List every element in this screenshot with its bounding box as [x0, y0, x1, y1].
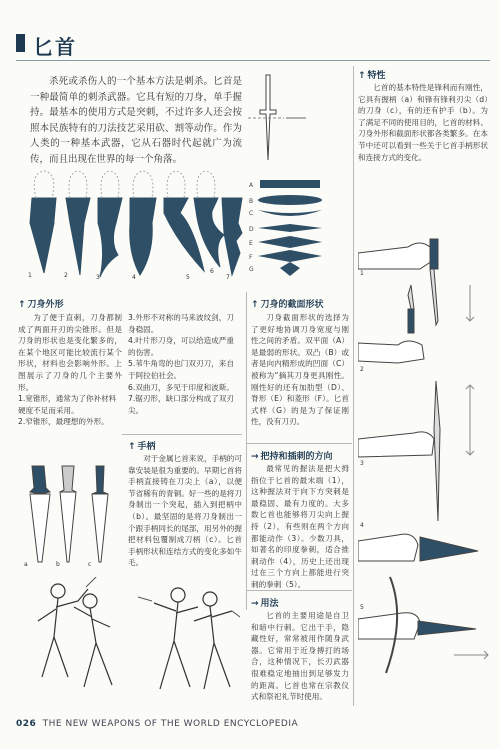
shape-list-item: 6.双曲刀，多见于印度和波斯。	[128, 382, 234, 392]
grip-num-5: 5	[360, 604, 364, 611]
column-divider	[353, 66, 354, 706]
section-letter-B: B	[249, 198, 254, 205]
handle-figure	[16, 462, 122, 572]
combat-illustration	[18, 577, 242, 702]
blade-num-3: 3	[96, 274, 100, 281]
use-text: 匕首的主要用途是自卫和暗中行刺。它出于手，隐藏性好，常常被用作随身武器。它常用于近身搏打的场合，这种情况下，长刃武器很难稳定地抽出到足够发力的距离。匕首也常在宗教仪式和祭祀礼节时使用。	[251, 611, 349, 702]
footer-title: THE NEW WEAPONS OF THE WORLD ENCYCLOPEDIA	[42, 719, 299, 729]
use-rule	[246, 590, 352, 591]
features-text: 匕首的基本特性是锋利而有刚性，它具有握柄（a）和锋有锋利刃尖（d）的刀身（c），有的还有护手（b）。为了满足不同的使用目的，匕首的材料、刀身外形和截面形状都各类繁多。在本节中还可以看到一些关于匕首手柄形状和连接方式的变化。	[358, 83, 488, 162]
section-G	[280, 262, 300, 276]
page-number: 026	[16, 719, 37, 729]
handle-heading: ↑ 手柄	[128, 442, 156, 452]
cross-heading: ↑ 刀身的截面形状	[251, 300, 324, 310]
shape-heading: ↑ 刀身外形	[18, 300, 64, 310]
cross-text: 刀身截面形状的选择为了更好地协调刀身宽度与刚性之间的矛盾。双平面（A）是最弱的形状。双凸（B）或者是向内精形成的凹面（C）被称为“摘其刀身更具刚性。刚性好的还有加肋型（D）、脊形（E）和菱形（F）。匕首式样（G）的是为了保证刚性，没有刀刃。	[251, 313, 349, 427]
page-footer	[16, 719, 298, 729]
blade-num-6: 6	[210, 268, 214, 275]
handle-label-a: a	[24, 561, 28, 568]
section-D	[258, 224, 322, 232]
shape-list-item: 4.叶片形刀身，可以给造成严重的伤害。	[128, 336, 234, 357]
grip-text: 最常见的握法是把大拇指位于匕首的最末端（1），这种握法对于向下方突刺是最稳固、最有力度的。大多数匕首也能够将刀尖向上握持（2），有些则在两个方向都能动作（3）。少数刀具，如著名的印度拳刺，适合推刺动作（4），历史上还出现过在三个方向上都能进行突刺的拳刺（5）。	[251, 464, 349, 589]
section-B	[258, 195, 322, 205]
handle-label-b: b	[56, 561, 60, 568]
title-marker	[16, 34, 25, 52]
handle-label-c: c	[88, 561, 92, 568]
section-C	[258, 210, 322, 216]
blade-num-5: 5	[186, 274, 190, 281]
handle-text: 对于金属匕首来说，手柄的可靠安装是很为重要的。早期匕首将手柄直接铸在刀尖上（a），以便节省稀有的青铜。好一些的是将刀身制出一个突起，插入到把柄中（b）。最坚固的是将刀身制出一个跟手柄同长的尾部，用另外的握把材料包覆制成刀柄（c）。匕首手柄形状和连结方式的变化多如牛毛。	[128, 454, 242, 568]
shape-list-item: 2.窄锥形，最理想的外形。	[18, 417, 109, 427]
shape-intro: 为了便于直刺，刀身都制成了两面开刃的尖锥形。但是刀身的形状也是变化繁多的，在某个地区可能比较流行某个形状，材料也会影响外形。上图展示了刀身的几个主要外形。	[18, 313, 122, 392]
blade-num-1: 1	[28, 272, 32, 279]
features-heading: ↑ 特性	[358, 71, 386, 81]
page-title: 匕首	[33, 35, 77, 59]
shape-list-item: 1.宽锥形，通常为了你补材料硬度不足而采用。	[18, 394, 117, 415]
grip-num-4: 4	[360, 522, 364, 529]
grip-num-2: 2	[360, 366, 364, 373]
blade-num-2: 2	[64, 272, 68, 279]
section-letter-E: E	[249, 240, 253, 247]
intro-paragraph: 杀死或杀伤人的一个基本方法是刺杀。匕首是一种最简单的刺杀武器。它具有短的刀身，单手握持。最基本的使用方式是突刺，不过许多人还会按照本民族特有的刀法技艺采用砍、割等动作。作为人类的一种基本武器，它从石器时代起就广为流传，而且出现在世界的每一个角落。	[30, 76, 242, 165]
section-letter-D: D	[249, 226, 254, 233]
blade-4	[130, 198, 156, 275]
title-rule	[16, 60, 490, 61]
section-E	[258, 236, 322, 248]
shape-list-right	[128, 312, 240, 416]
grip-num-3: 3	[360, 460, 364, 467]
column-divider-mid	[246, 292, 247, 610]
grip-heading: → 把持和插刺的方向	[251, 452, 333, 462]
section-letter-C: C	[249, 210, 254, 217]
grip-num-1: 1	[360, 270, 364, 277]
shape-list-item: 3.外形不对称的马来波纹剑，刀身稳固。	[128, 313, 234, 334]
section-letter-G: G	[249, 266, 254, 273]
handle-rule	[122, 434, 242, 435]
section-letter-A: A	[249, 182, 254, 189]
shape-list-item: 7.锯刃形，缺口部分构成了双刃尖。	[128, 394, 234, 415]
cross-section-figure	[246, 70, 346, 285]
section-F	[258, 250, 322, 262]
grip-rule	[246, 443, 352, 444]
section-letter-F: F	[249, 254, 253, 261]
section-A	[260, 180, 320, 188]
blade-shapes-figure	[14, 163, 244, 283]
blade-3	[98, 198, 122, 277]
blade-7	[222, 198, 242, 275]
blade-1	[30, 198, 56, 273]
use-heading: → 用法	[251, 599, 279, 609]
grip-figures	[358, 225, 490, 685]
shape-list-item: 5.苇牛角弯的也门双刃刀，来自于阿拉伯社会。	[128, 359, 234, 380]
shape-list-left	[18, 393, 122, 428]
blade-num-4: 4	[132, 274, 136, 281]
blade-num-7: 7	[226, 274, 230, 281]
blade-2	[66, 198, 90, 275]
